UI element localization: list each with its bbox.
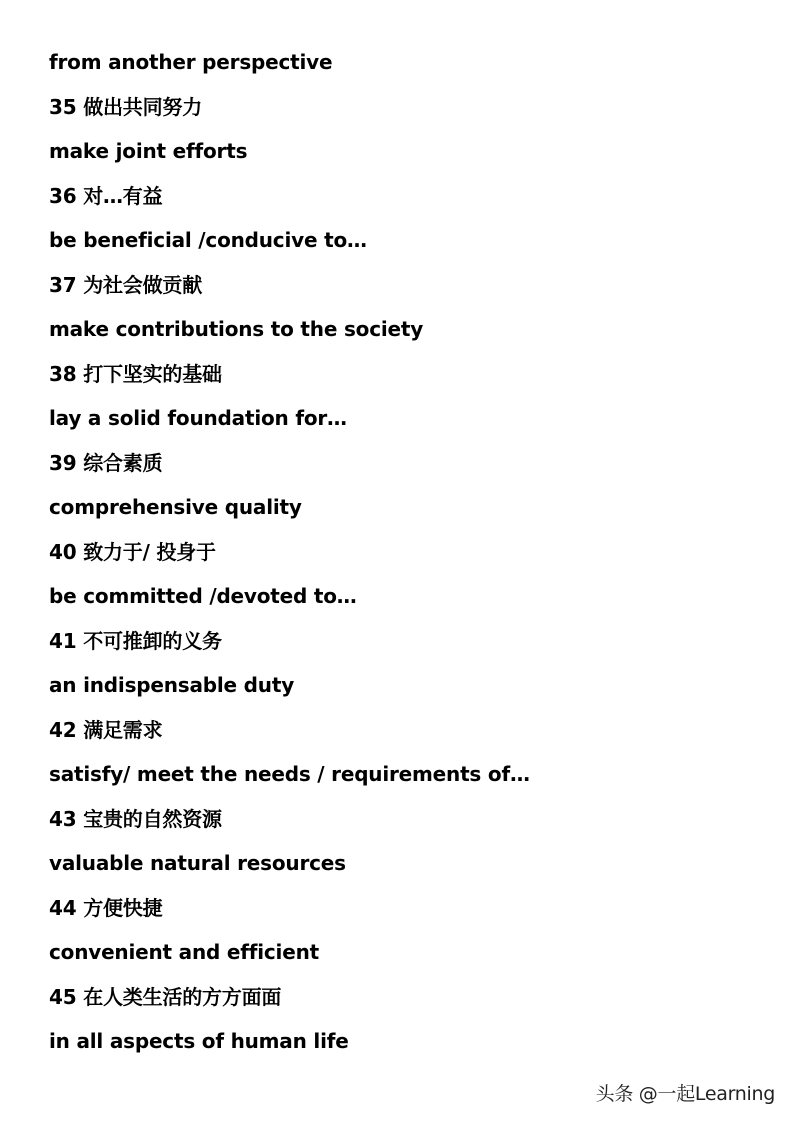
- watermark: 头条 @一起Learning: [595, 1083, 775, 1105]
- list-line: 40 致力于/ 投身于: [49, 539, 216, 564]
- list-line: 42 满足需求: [49, 717, 163, 742]
- list-line: 36 对…有益: [49, 183, 163, 208]
- list-line: comprehensive quality: [49, 495, 302, 519]
- list-line: convenient and efficient: [49, 940, 319, 964]
- list-line: be beneficial /conducive to…: [49, 228, 367, 252]
- list-line: make joint efforts: [49, 139, 248, 163]
- list-line: lay a solid foundation for…: [49, 406, 347, 430]
- list-line: 44 方便快捷: [49, 895, 163, 920]
- vocabulary-list: [49, 47, 769, 1071]
- list-line: 43 宝贵的自然资源: [49, 806, 222, 831]
- list-line: 41 不可推卸的义务: [49, 628, 222, 653]
- list-line: an indispensable duty: [49, 673, 295, 697]
- list-line: 37 为社会做贡献: [49, 272, 202, 297]
- list-line: make contributions to the society: [49, 317, 424, 341]
- list-line: 38 打下坚实的基础: [49, 361, 222, 386]
- list-line: in all aspects of human life: [49, 1029, 349, 1053]
- list-line: be committed /devoted to…: [49, 584, 357, 608]
- list-line: from another perspective: [49, 50, 333, 74]
- list-line: valuable natural resources: [49, 851, 346, 875]
- list-line: 39 综合素质: [49, 450, 163, 475]
- list-line: 35 做出共同努力: [49, 94, 202, 119]
- list-line: 45 在人类生活的方方面面: [49, 984, 282, 1009]
- list-line: satisfy/ meet the needs / requirements of…: [49, 762, 530, 786]
